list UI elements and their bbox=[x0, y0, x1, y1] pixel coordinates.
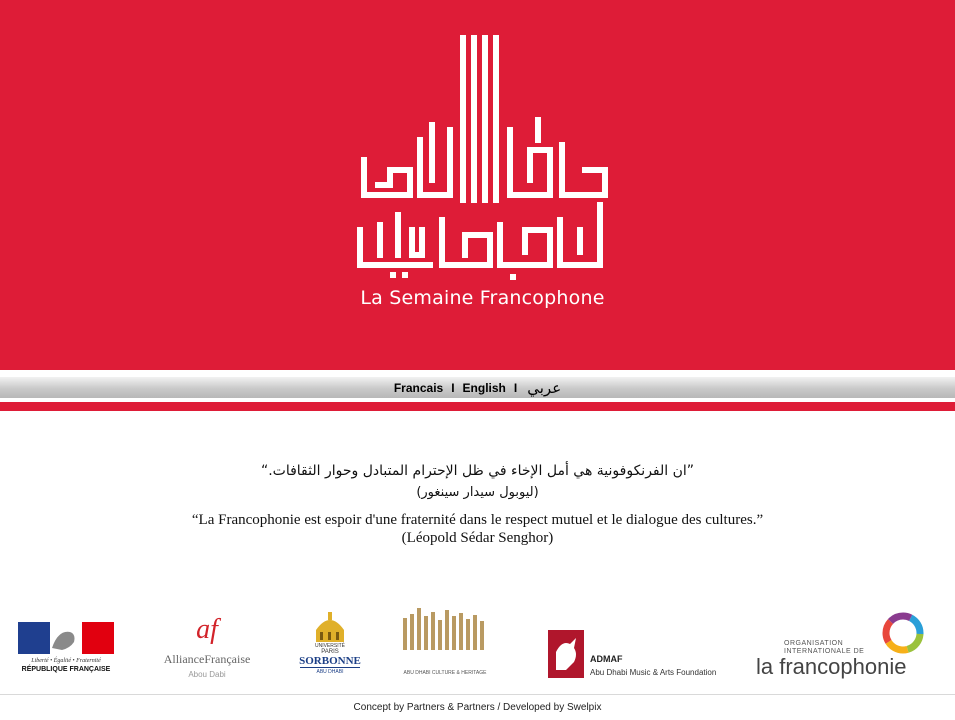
oif-ring-icon bbox=[878, 608, 928, 658]
lang-arabic-link[interactable]: عربي bbox=[527, 378, 562, 397]
oif-name: la francophonie bbox=[756, 654, 907, 679]
tagline: La Semaine Francophone bbox=[360, 287, 605, 309]
arabic-calligraphy-logo-icon bbox=[350, 30, 610, 280]
republique-name: RÉPUBLIQUE FRANÇAISE bbox=[21, 666, 111, 673]
alliance-mark: af bbox=[196, 614, 218, 645]
sorbonne-abu-dhabi-logo[interactable] bbox=[290, 612, 370, 682]
quote-french: “La Francophonie est espoir d'une fraternité dans le respect mutuel et le dialogue des cultures.” bbox=[191, 512, 764, 528]
admaf-logo[interactable] bbox=[548, 630, 723, 680]
adach-name: ABU DHABI CULTURE & HERITAGE bbox=[403, 670, 487, 676]
quote-arabic: ”ان الفرنكوفونية هي أمل الإخاء في ظل الإحترام المتبادل وحوار الثقافات.“ bbox=[260, 463, 695, 479]
oif-line1: ORGANISATION bbox=[784, 640, 844, 647]
sorbonne-line3: SORBONNE bbox=[299, 655, 361, 667]
adach-logo[interactable] bbox=[393, 604, 497, 684]
header-spacer bbox=[0, 370, 955, 377]
quote-arabic-author: (ليوبول سيدار سينغور) bbox=[416, 485, 539, 500]
heritage-figures-icon bbox=[399, 604, 491, 652]
admaf-short: ADMAF bbox=[590, 654, 623, 664]
admaf-name: Abu Dhabi Music & Arts Foundation bbox=[590, 668, 717, 677]
oif-line2: INTERNATIONALE DE bbox=[784, 648, 865, 655]
tricolor-flag-icon bbox=[18, 622, 114, 654]
red-divider bbox=[0, 402, 955, 411]
dome-icon bbox=[310, 612, 350, 642]
alliance-name: AllianceFrançaise bbox=[163, 652, 251, 666]
oif-logo[interactable] bbox=[756, 608, 928, 680]
lang-separator: I bbox=[451, 380, 455, 395]
lang-separator: I bbox=[513, 380, 518, 395]
language-links bbox=[0, 377, 955, 398]
language-bar bbox=[0, 377, 955, 398]
republique-motto: Liberté • Égalité • Fraternité bbox=[31, 658, 101, 664]
lang-french-link[interactable]: Francais bbox=[393, 380, 444, 395]
admaf-emblem-icon bbox=[548, 630, 584, 678]
sorbonne-line2: PARIS bbox=[321, 649, 339, 655]
republique-francaise-logo[interactable] bbox=[18, 622, 114, 680]
quote-french-author: (Léopold Sédar Senghor) bbox=[401, 530, 554, 546]
footer-credits: Concept by Partners & Partners / Developed by Swelpix bbox=[353, 702, 602, 713]
sorbonne-line1: UNIVERSITÉ bbox=[314, 643, 345, 649]
footer-divider bbox=[0, 694, 955, 695]
alliance-city: Abou Dabi bbox=[188, 670, 226, 679]
alliance-francaise-logo[interactable] bbox=[160, 614, 254, 684]
sorbonne-line4: ABU DHABI bbox=[300, 667, 360, 675]
lang-english-link[interactable]: English bbox=[462, 380, 506, 395]
